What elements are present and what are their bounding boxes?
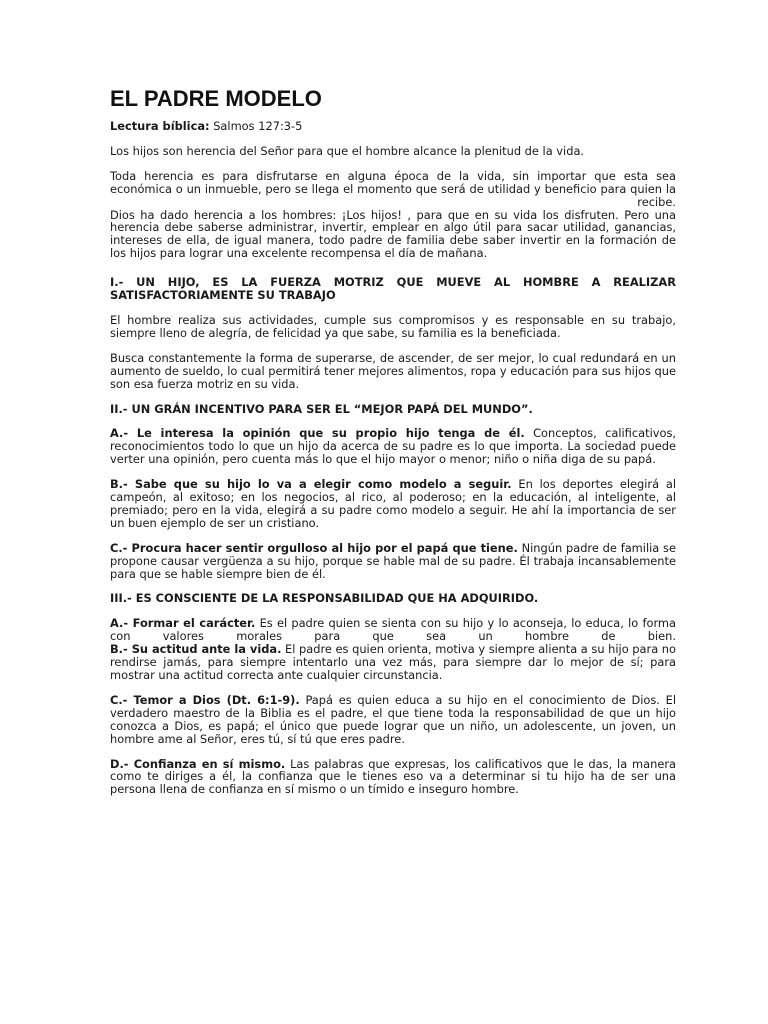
inheritance-paragraph-1-end: recibe. xyxy=(637,194,676,209)
section-1-heading: I.- UN HIJO, ES LA FUERZA MOTRIZ QUE MUEVE AL HOMBRE A REALIZAR SATISFACTORIAMENTE SU TRABAJO xyxy=(110,275,676,303)
bible-reading-value: Salmos 127:3-5 xyxy=(213,119,303,133)
section-1-paragraph-2: Busca constantemente la forma de superarse, de ascender, de ser mejor, lo cual redundará en un aumento de sueldo, lo cual permitirá tener mejores alimentos, ropa y educación para sus hijos que son esa fuerza motriz en su vida. xyxy=(110,350,676,391)
inheritance-paragraph-1: Toda herencia es para disfrutarse en alguna época de la vida, sin importar que esta sea económica o un inmueble, pero se llega el momento que será de utilidad y beneficio para quien la xyxy=(110,168,676,196)
section-2-item-a-label: A.- xyxy=(110,426,129,441)
section-2-item-b-title: B.- Sabe que su hijo lo va a elegir como modelo a seguir. xyxy=(110,477,512,492)
section-2-heading: II.- UN GRÁN INCENTIVO PARA SER EL “MEJOR PAPÁ DEL MUNDO”. xyxy=(110,401,533,416)
section-3-item-b-title: B.- Su actitud ante la vida. xyxy=(110,642,282,657)
section-1-paragraph-1: El hombre realiza sus actividades, cumple sus compromisos y es responsable en su trabajo, siempre lleno de alegría, de felicidad ya que sabe, su familia es la beneficiada. xyxy=(110,312,676,340)
section-2-item-c-text: Ningún padre de familia se propone causar vergüenza a su hijo, porque se hable mal de su padre. Él trabaja incansablemente para que se hable siempre bien de él. xyxy=(110,540,676,581)
section-3-item-c-title: C.- Temor a Dios (Dt. 6:1-9). xyxy=(110,692,300,707)
section-2-item-b-text: En los deportes elegirá al campeón, al exitoso; en los negocios, al rico, al poderoso; en la educación, al inteligente, al premiado; pero en la vida, elegirá a su padre como modelo a seguir. He ahí la importancia de ser un buen ejemplo de ser un cristiano. xyxy=(110,477,676,530)
bible-reading xyxy=(110,120,676,133)
section-2-item-a xyxy=(110,427,676,466)
section-2-item-c xyxy=(110,542,676,581)
section-2-item-b xyxy=(110,478,676,530)
section-3-item-b-text: El padre es quien orienta, motiva y siempre alienta a su hijo para no rendirse jamás, para siempre intentarlo una vez más, para siempre dar lo mejor de sí; para mostrar una actitud correcta ante cualquier circunstancia. xyxy=(110,642,676,682)
section-3-item-a-text: Es el padre quien se sienta con su hijo y lo aconseja, lo educa, lo forma con valores morales para que sea un hombre de bien. xyxy=(110,616,677,644)
section-3-heading: III.- ES CONSCIENTE DE LA RESPONSABILIDAD QUE HA ADQUIRIDO. xyxy=(110,591,539,606)
inheritance-paragraph-2: Dios ha dado herencia a los hombres: ¡Los hijos! , para que en su vida los disfruten. Pero una herencia debe saberse administrar, invertir, emplear en algo útil para sacar utilidad, ganancias, intereses de ella, de igual manera, todo padre de familia debe saber invertir en la formación de los hijos para lograr una excelente recompensa el día de mañana. xyxy=(110,207,676,261)
section-3-item-c xyxy=(110,694,676,746)
bible-reading-label: Lectura bíblica: xyxy=(110,119,210,133)
section-3-item-d xyxy=(110,758,676,797)
section-3-item-c-text: Papá es quien educa a su hijo en el conocimiento de Dios. El verdadero maestro de la Biblia es el padre, el que tiene toda la responsabilidad de que un hijo conozca a Dios, es papá; el único que puede lograr que un niño, un adolescente, un joven, un hombre ame al Señor, eres tú, sí tú que eres padre. xyxy=(110,692,676,746)
section-3-item-a xyxy=(110,617,676,643)
section-2-item-a-title: Le interesa la opinión que su propio hijo tenga de él. xyxy=(128,426,525,441)
intro-paragraph: Los hijos son herencia del Señor para que el hombre alcance la plenitud de la vida. xyxy=(110,143,585,158)
section-3-item-b xyxy=(110,643,676,682)
document-page xyxy=(110,78,676,808)
section-3-item-a-title: A.- Formar el carácter. xyxy=(110,616,256,631)
section-2-item-c-title: C.- Procura hacer sentir orgulloso al hijo por el papá que tiene. xyxy=(110,540,518,555)
page-title: EL PADRE MODELO xyxy=(110,86,322,111)
section-2-item-a-text: Conceptos, calificativos, reconocimientos todo lo que un hijo da acerca de su padre es lo que importa. La sociedad puede verter una opinión, pero cuenta más lo que el hijo mayor o menor; niño o niña diga de su papá. xyxy=(110,426,676,467)
section-3-item-d-text: Las palabras que expresas, los calificativos que le das, la manera como te diriges a él, la confianza que le tienes eso va a determinar si tu hijo ha de ser una persona llena de confianza en sí mismo o un tímido e inseguro hombre. xyxy=(110,756,676,797)
section-3-item-d-title: D.- Confianza en sí mismo. xyxy=(110,756,286,771)
